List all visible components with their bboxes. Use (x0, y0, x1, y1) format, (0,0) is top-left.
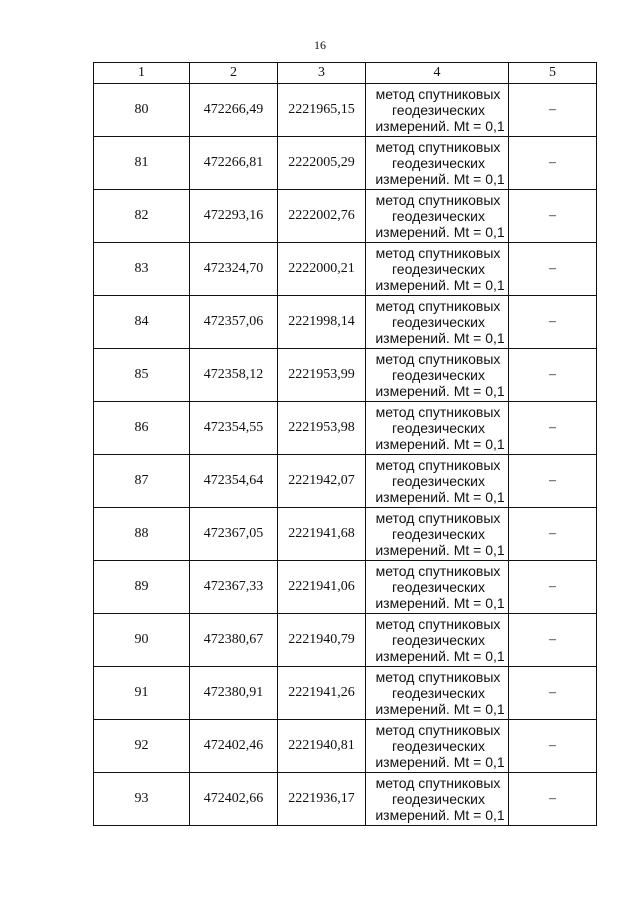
point-number-cell: 93 (94, 773, 190, 826)
y-coordinate-cell: 2221941,06 (278, 561, 366, 614)
method-line-3: измерений. Mt = 0,1 (375, 542, 505, 558)
method-cell (366, 349, 509, 402)
point-number-cell: 92 (94, 720, 190, 773)
table-row (94, 296, 597, 349)
method-line-3: измерений. Mt = 0,1 (375, 489, 505, 505)
method-cell (366, 508, 509, 561)
x-coordinate-cell: 472354,64 (190, 455, 278, 508)
table-row (94, 720, 597, 773)
note-cell: – (509, 349, 597, 402)
point-number-cell: 87 (94, 455, 190, 508)
method-line-3: измерений. Mt = 0,1 (375, 171, 505, 187)
point-number-cell: 90 (94, 614, 190, 667)
method-cell (366, 614, 509, 667)
point-number-cell: 85 (94, 349, 190, 402)
x-coordinate-cell: 472354,55 (190, 402, 278, 455)
note-cell: – (509, 402, 597, 455)
table-row (94, 773, 597, 826)
y-coordinate-cell: 2221998,14 (278, 296, 366, 349)
point-number-cell: 82 (94, 190, 190, 243)
method-line-3: измерений. Mt = 0,1 (375, 330, 505, 346)
point-number-cell: 84 (94, 296, 190, 349)
note-cell: – (509, 773, 597, 826)
x-coordinate-cell: 472266,49 (190, 84, 278, 137)
method-cell (366, 561, 509, 614)
table-row (94, 402, 597, 455)
method-line-2: геодезических (392, 261, 485, 277)
method-line-1: метод спутниковых (375, 457, 501, 473)
method-line-1: метод спутниковых (375, 722, 501, 738)
x-coordinate-cell: 472367,05 (190, 508, 278, 561)
y-coordinate-cell: 2221941,68 (278, 508, 366, 561)
note-cell: – (509, 667, 597, 720)
y-coordinate-cell: 2221940,81 (278, 720, 366, 773)
method-line-3: измерений. Mt = 0,1 (375, 118, 505, 134)
method-line-2: геодезических (392, 791, 485, 807)
method-cell (366, 402, 509, 455)
method-line-2: геодезических (392, 155, 485, 171)
header-col-3: 3 (278, 63, 366, 84)
x-coordinate-cell: 472402,66 (190, 773, 278, 826)
x-coordinate-cell: 472357,06 (190, 296, 278, 349)
table-body (94, 84, 597, 826)
table-row (94, 84, 597, 137)
method-line-3: измерений. Mt = 0,1 (375, 595, 505, 611)
note-cell: – (509, 720, 597, 773)
method-cell (366, 137, 509, 190)
x-coordinate-cell: 472380,91 (190, 667, 278, 720)
x-coordinate-cell: 472293,16 (190, 190, 278, 243)
note-cell: – (509, 508, 597, 561)
method-line-3: измерений. Mt = 0,1 (375, 701, 505, 717)
note-cell: – (509, 137, 597, 190)
method-line-1: метод спутниковых (375, 616, 501, 632)
point-number-cell: 83 (94, 243, 190, 296)
method-line-3: измерений. Mt = 0,1 (375, 224, 505, 240)
method-line-2: геодезических (392, 314, 485, 330)
note-cell: – (509, 190, 597, 243)
method-line-3: измерений. Mt = 0,1 (375, 436, 505, 452)
coordinates-table (93, 62, 597, 826)
x-coordinate-cell: 472367,33 (190, 561, 278, 614)
table-row (94, 455, 597, 508)
header-row (94, 63, 597, 84)
y-coordinate-cell: 2221965,15 (278, 84, 366, 137)
method-line-1: метод спутниковых (375, 669, 501, 685)
header-col-1: 1 (94, 63, 190, 84)
y-coordinate-cell: 2222005,29 (278, 137, 366, 190)
y-coordinate-cell: 2222002,76 (278, 190, 366, 243)
header-col-4: 4 (366, 63, 509, 84)
note-cell: – (509, 84, 597, 137)
method-line-3: измерений. Mt = 0,1 (375, 807, 505, 823)
method-line-3: измерений. Mt = 0,1 (375, 648, 505, 664)
method-line-3: измерений. Mt = 0,1 (375, 277, 505, 293)
y-coordinate-cell: 2221953,99 (278, 349, 366, 402)
y-coordinate-cell: 2222000,21 (278, 243, 366, 296)
note-cell: – (509, 296, 597, 349)
x-coordinate-cell: 472324,70 (190, 243, 278, 296)
method-cell (366, 667, 509, 720)
method-line-2: геодезических (392, 208, 485, 224)
method-line-3: измерений. Mt = 0,1 (375, 754, 505, 770)
method-cell (366, 720, 509, 773)
point-number-cell: 91 (94, 667, 190, 720)
table-row (94, 190, 597, 243)
point-number-cell: 88 (94, 508, 190, 561)
note-cell: – (509, 243, 597, 296)
method-line-2: геодезических (392, 738, 485, 754)
method-cell (366, 455, 509, 508)
point-number-cell: 81 (94, 137, 190, 190)
x-coordinate-cell: 472402,46 (190, 720, 278, 773)
method-line-1: метод спутниковых (375, 139, 501, 155)
x-coordinate-cell: 472380,67 (190, 614, 278, 667)
method-line-3: измерений. Mt = 0,1 (375, 383, 505, 399)
y-coordinate-cell: 2221936,17 (278, 773, 366, 826)
method-line-2: геодезических (392, 102, 485, 118)
note-cell: – (509, 614, 597, 667)
header-col-2: 2 (190, 63, 278, 84)
x-coordinate-cell: 472266,81 (190, 137, 278, 190)
method-line-1: метод спутниковых (375, 404, 501, 420)
page-number: 16 (314, 38, 326, 52)
method-line-1: метод спутниковых (375, 563, 501, 579)
point-number-cell: 89 (94, 561, 190, 614)
table-row (94, 614, 597, 667)
method-cell (366, 190, 509, 243)
method-line-2: геодезических (392, 420, 485, 436)
table-header (94, 63, 597, 84)
method-line-1: метод спутниковых (375, 351, 501, 367)
method-line-2: геодезических (392, 685, 485, 701)
method-line-1: метод спутниковых (375, 245, 501, 261)
table-row (94, 508, 597, 561)
method-line-1: метод спутниковых (375, 775, 501, 791)
method-cell (366, 296, 509, 349)
note-cell: – (509, 561, 597, 614)
point-number-cell: 80 (94, 84, 190, 137)
method-line-2: геодезических (392, 473, 485, 489)
method-cell (366, 773, 509, 826)
table-row (94, 667, 597, 720)
method-cell (366, 243, 509, 296)
x-coordinate-cell: 472358,12 (190, 349, 278, 402)
method-line-1: метод спутниковых (375, 298, 501, 314)
y-coordinate-cell: 2221953,98 (278, 402, 366, 455)
method-line-1: метод спутниковых (375, 510, 501, 526)
y-coordinate-cell: 2221942,07 (278, 455, 366, 508)
method-line-2: геодезических (392, 579, 485, 595)
method-cell (366, 84, 509, 137)
table-row (94, 243, 597, 296)
header-col-5: 5 (509, 63, 597, 84)
method-line-1: метод спутниковых (375, 86, 501, 102)
table-row (94, 137, 597, 190)
table-row (94, 349, 597, 402)
y-coordinate-cell: 2221940,79 (278, 614, 366, 667)
method-line-2: геодезических (392, 526, 485, 542)
point-number-cell: 86 (94, 402, 190, 455)
method-line-2: геодезических (392, 367, 485, 383)
table-row (94, 561, 597, 614)
method-line-2: геодезических (392, 632, 485, 648)
note-cell: – (509, 455, 597, 508)
y-coordinate-cell: 2221941,26 (278, 667, 366, 720)
method-line-1: метод спутниковых (375, 192, 501, 208)
